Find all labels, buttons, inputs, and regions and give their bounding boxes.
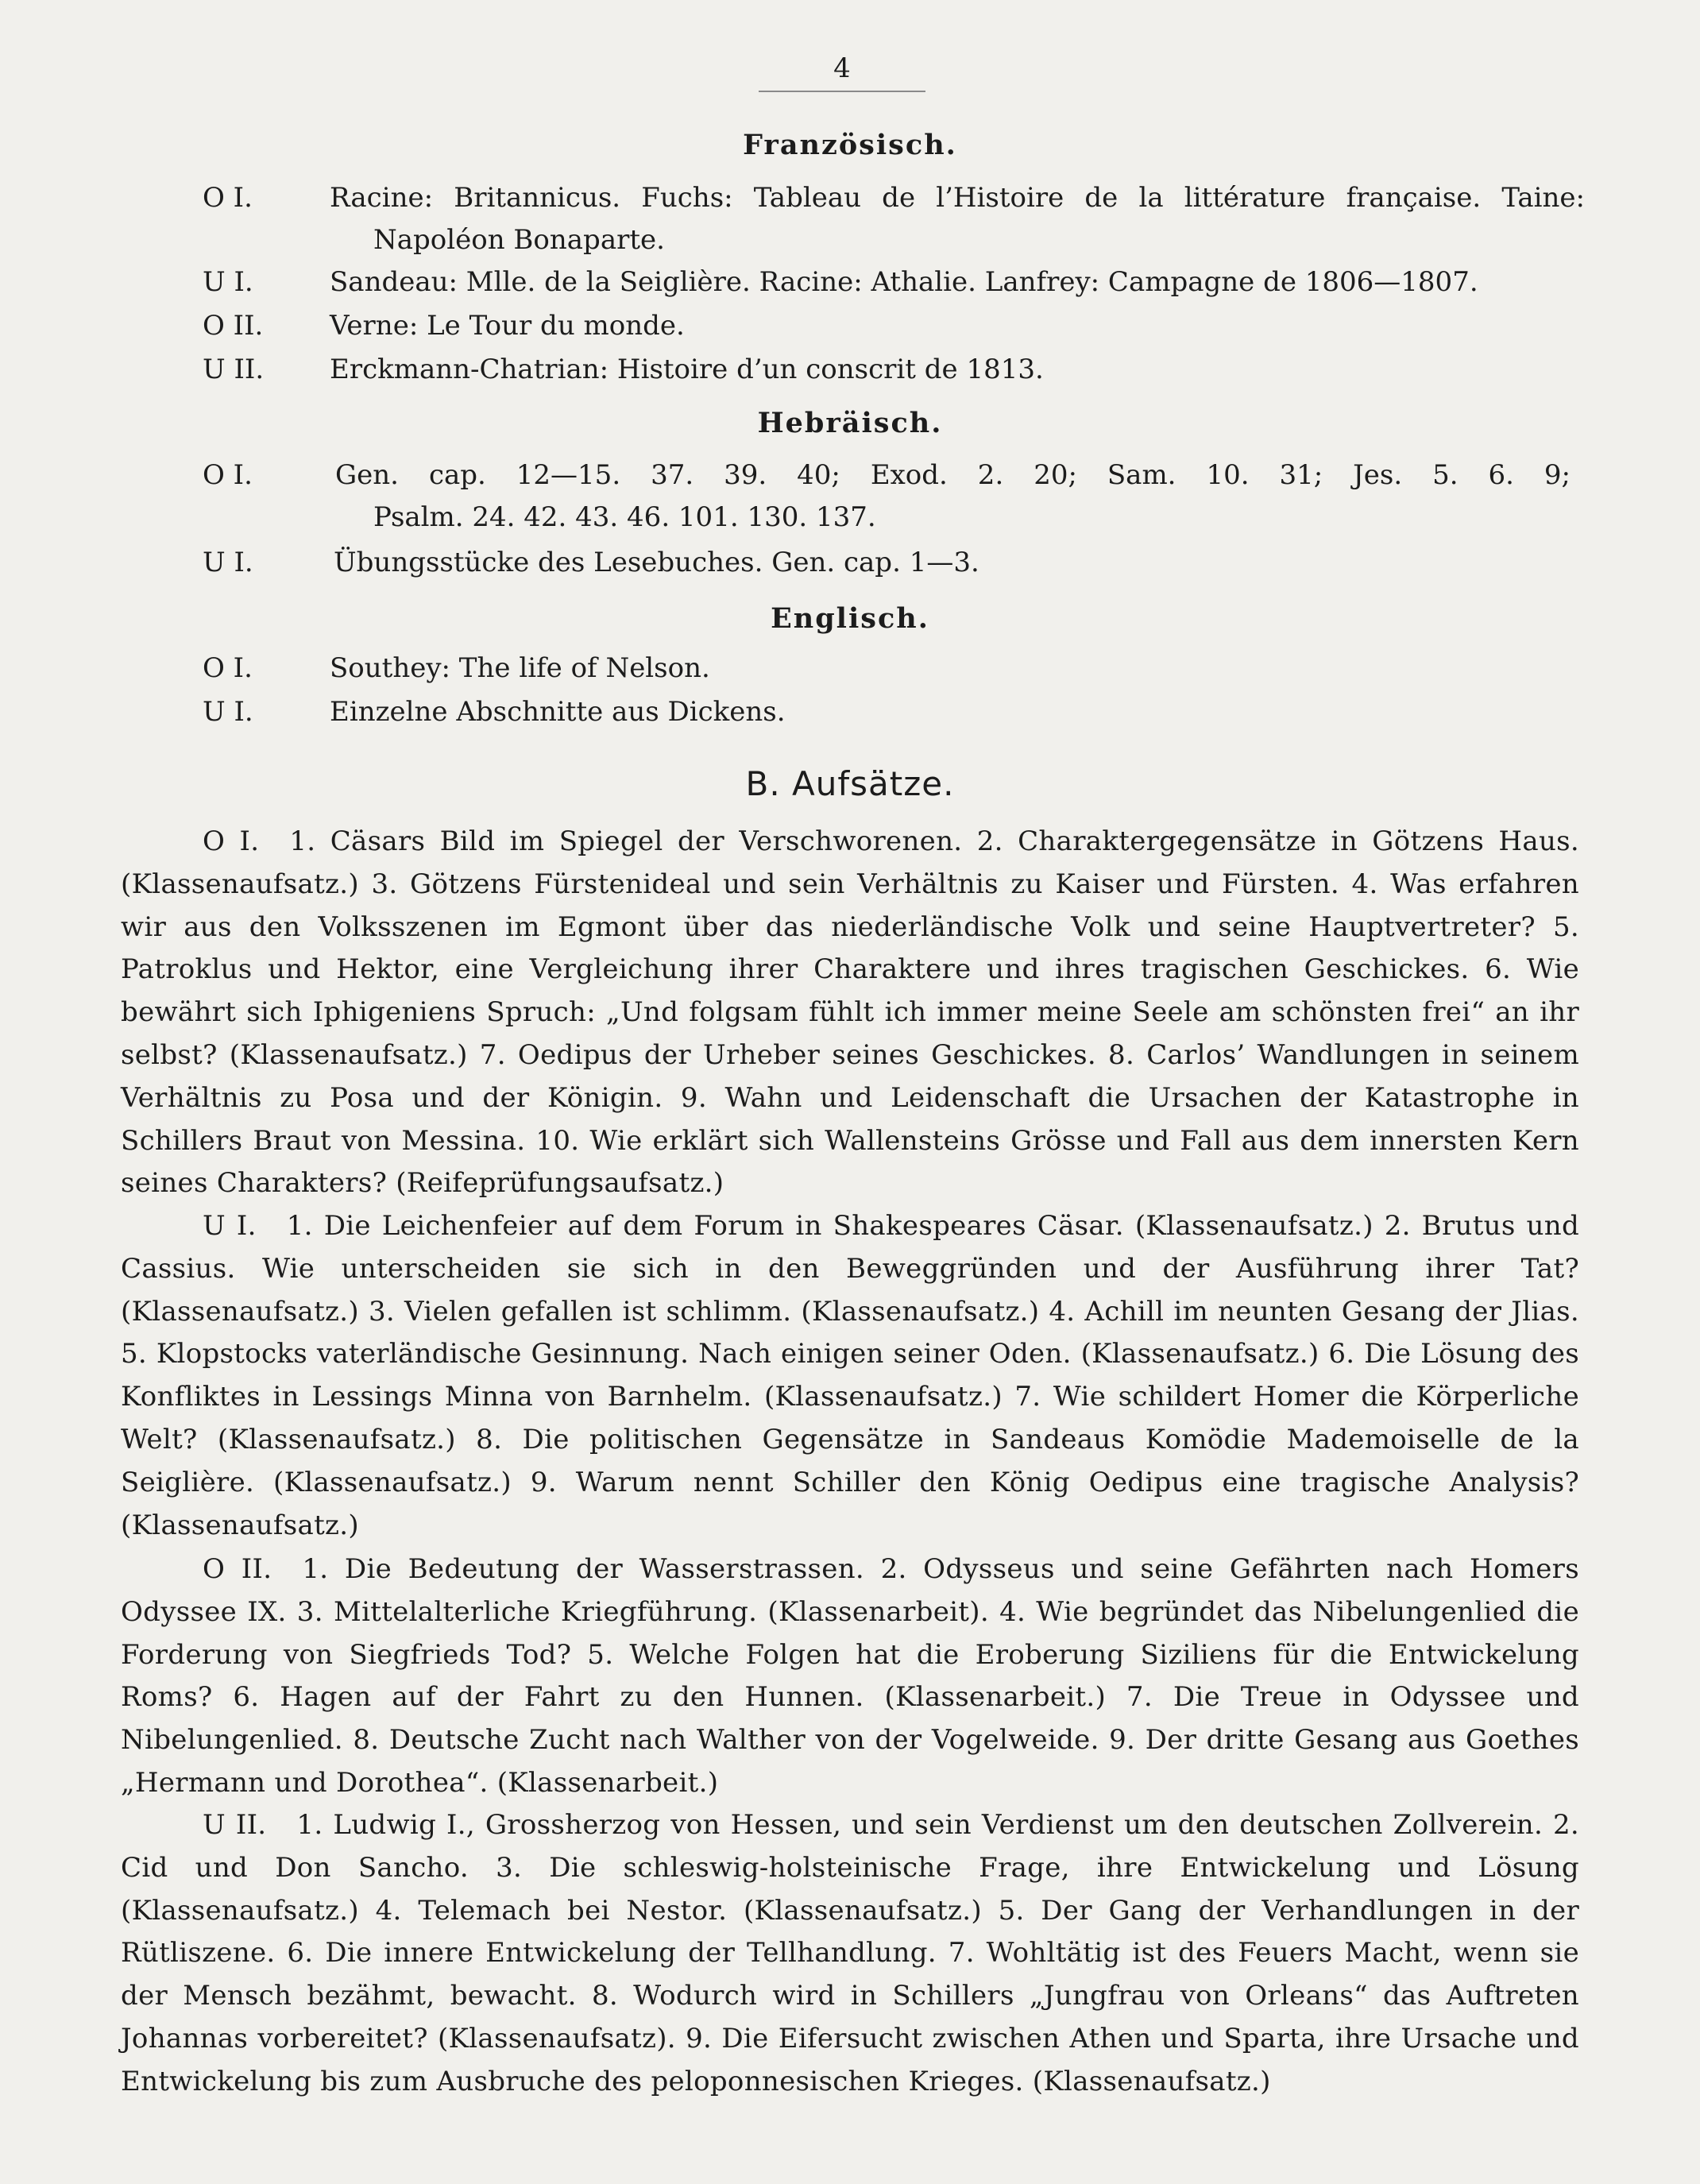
class-label: U I.	[203, 696, 253, 728]
class-label: O I.	[203, 652, 253, 684]
essay-section-o1	[121, 821, 1579, 1205]
entry-continuation: Napoléon Bonaparte.	[373, 224, 665, 256]
essay-section-u1	[121, 1205, 1579, 1547]
entry-continuation: Psalm. 24. 42. 43. 46. 101. 130. 137.	[373, 501, 876, 533]
class-label: U II.	[203, 1809, 267, 1841]
entry-text: Verne: Le Tour du monde.	[330, 310, 685, 342]
class-label: O I.	[203, 459, 253, 491]
class-label: O I.	[203, 825, 260, 857]
class-label: O II.	[203, 310, 264, 342]
entry-text: Gen. cap. 12—15. 37. 39. 40; Exod. 2. 20; Sam. 10. 31; Jes. 5. 6. 9;	[335, 459, 1571, 491]
essays-heading: B. Aufsätze.	[745, 764, 955, 803]
class-label: U I.	[203, 1210, 257, 1242]
hebrew-heading: Hebräisch.	[757, 407, 943, 439]
essay-topics: 1. Die Leichenfeier auf dem Forum in Shakespeares Cäsar. (Klassenaufsatz.) 2. Brutus und Cassius. Wie unterscheiden sie sich in den Beweggründen und der Ausführung ihrer Tat? (Klassenaufsatz.) 3. Vielen gefallen ist schlimm. (Klassenaufsatz.) 4. Achill im neunten Gesang der Jlias. 5. Klopstocks vaterländische Gesinnung. Nach einigen seiner Oden. (Klassenaufsatz.) 6. Die Lösung des Konfliktes in Lessings Minna von Barnhelm. (Klassenaufsatz.) 7. Wie schildert Homer die Körperliche Welt? (Klassenaufsatz.) 8. Die politischen Gegensätze in Sandeaus Komödie Mademoiselle de la Seiglière. (Klassenaufsatz.) 9. Warum nennt Schiller den König Oedipus eine tragische Analysis? (Klassenaufsatz.)	[121, 1210, 1580, 1541]
entry-text: Erckmann-Chatrian: Histoire d’un conscrit de 1813.	[330, 354, 1044, 385]
class-label: U I.	[203, 266, 253, 298]
class-label: O I.	[203, 182, 253, 214]
essay-section-o2	[121, 1548, 1579, 1805]
essay-topics: 1. Die Bedeutung der Wasserstrassen. 2. Odysseus und seine Gefährten nach Homers Odyssee IX. 3. Mittelalterliche Kriegführung. (Klassenarbeit). 4. Wie begründet das Nibelungenlied die Forderung von Siegfrieds Tod? 5. Welche Folgen hat die Eroberung Siziliens für die Entwickelung Roms? 6. Hagen auf der Fahrt zu den Hunnen. (Klassenarbeit.) 7. Die Treue in Odyssee und Nibelungenlied. 8. Deutsche Zucht nach Walther von der Vogelweide. 9. Der dritte Gesang aus Goethes „Hermann und Dorothea“. (Klassenarbeit.)	[121, 1553, 1579, 1799]
entry-text: Sandeau: Mlle. de la Seiglière. Racine: Athalie. Lanfrey: Campagne de 1806—1807.	[330, 266, 1478, 298]
french-heading: Französisch.	[743, 129, 957, 161]
entry-text: Übungsstücke des Lesebuches. Gen. cap. 1—3.	[334, 547, 979, 578]
essay-topics: 1. Cäsars Bild im Spiegel der Verschworenen. 2. Charaktergegensätze in Götzens Haus. (Klassenaufsatz.) 3. Götzens Fürstenideal und sein Verhältnis zu Kaiser und Fürsten. 4. Was erfahren wir aus den Volksszenen im Egmont über das niederländische Volk und seine Hauptvertreter? 5. Patroklus und Hektor, eine Vergleichung ihrer Charaktere und ihres tragischen Geschickes. 6. Wie bewährt sich Iphigeniens Spruch: „Und folgsam fühlt ich immer meine Seele am schönsten frei“ an ihr selbst? (Klassenaufsatz.) 7. Oedipus der Urheber seines Geschickes. 8. Carlos’ Wandlungen in seinem Verhältnis zu Posa und der Königin. 9. Wahn und Leidenschaft die Ursachen der Katastrophe in Schillers Braut von Messina. 10. Wie erklärt sich Wallensteins Grösse und Fall aus dem innersten Kern seines Charakters? (Reifeprüfungsaufsatz.)	[121, 825, 1579, 1200]
page-number-rule	[759, 91, 925, 92]
class-label: U I.	[203, 547, 253, 578]
essay-section-u2	[121, 1804, 1579, 2104]
class-label: O II.	[203, 1553, 272, 1585]
entry-text: Einzelne Abschnitte aus Dickens.	[330, 696, 786, 728]
entry-text: Racine: Britannicus. Fuchs: Tableau de l’Histoire de la littérature française. Taine:	[330, 182, 1585, 214]
english-heading: Englisch.	[771, 602, 929, 635]
essay-topics: 1. Ludwig I., Grossherzog von Hessen, und sein Verdienst um den deutschen Zollverein. 2. Cid und Don Sancho. 3. Die schleswig-holsteinische Frage, ihre Entwickelung und Lösung (Klassenaufsatz.) 4. Telemach bei Nestor. (Klassenaufsatz.) 5. Der Gang der Verhandlungen in der Rütliszene. 6. Die innere Entwickelung der Tellhandlung. 7. Wohltätig ist des Feuers Macht, wenn sie der Mensch bezähmt, bewacht. 8. Wodurch wird in Schillers „Jungfrau von Orleans“ das Auftreten Johannas vorbereitet? (Klassenaufsatz). 9. Die Eifersucht zwischen Athen und Sparta, ihre Ursache und Entwickelung bis zum Ausbruche des peloponnesischen Krieges. (Klassenaufsatz.)	[121, 1809, 1579, 2097]
page-number: 4	[833, 52, 851, 84]
entry-text: Southey: The life of Nelson.	[330, 652, 710, 684]
class-label: U II.	[203, 354, 265, 385]
